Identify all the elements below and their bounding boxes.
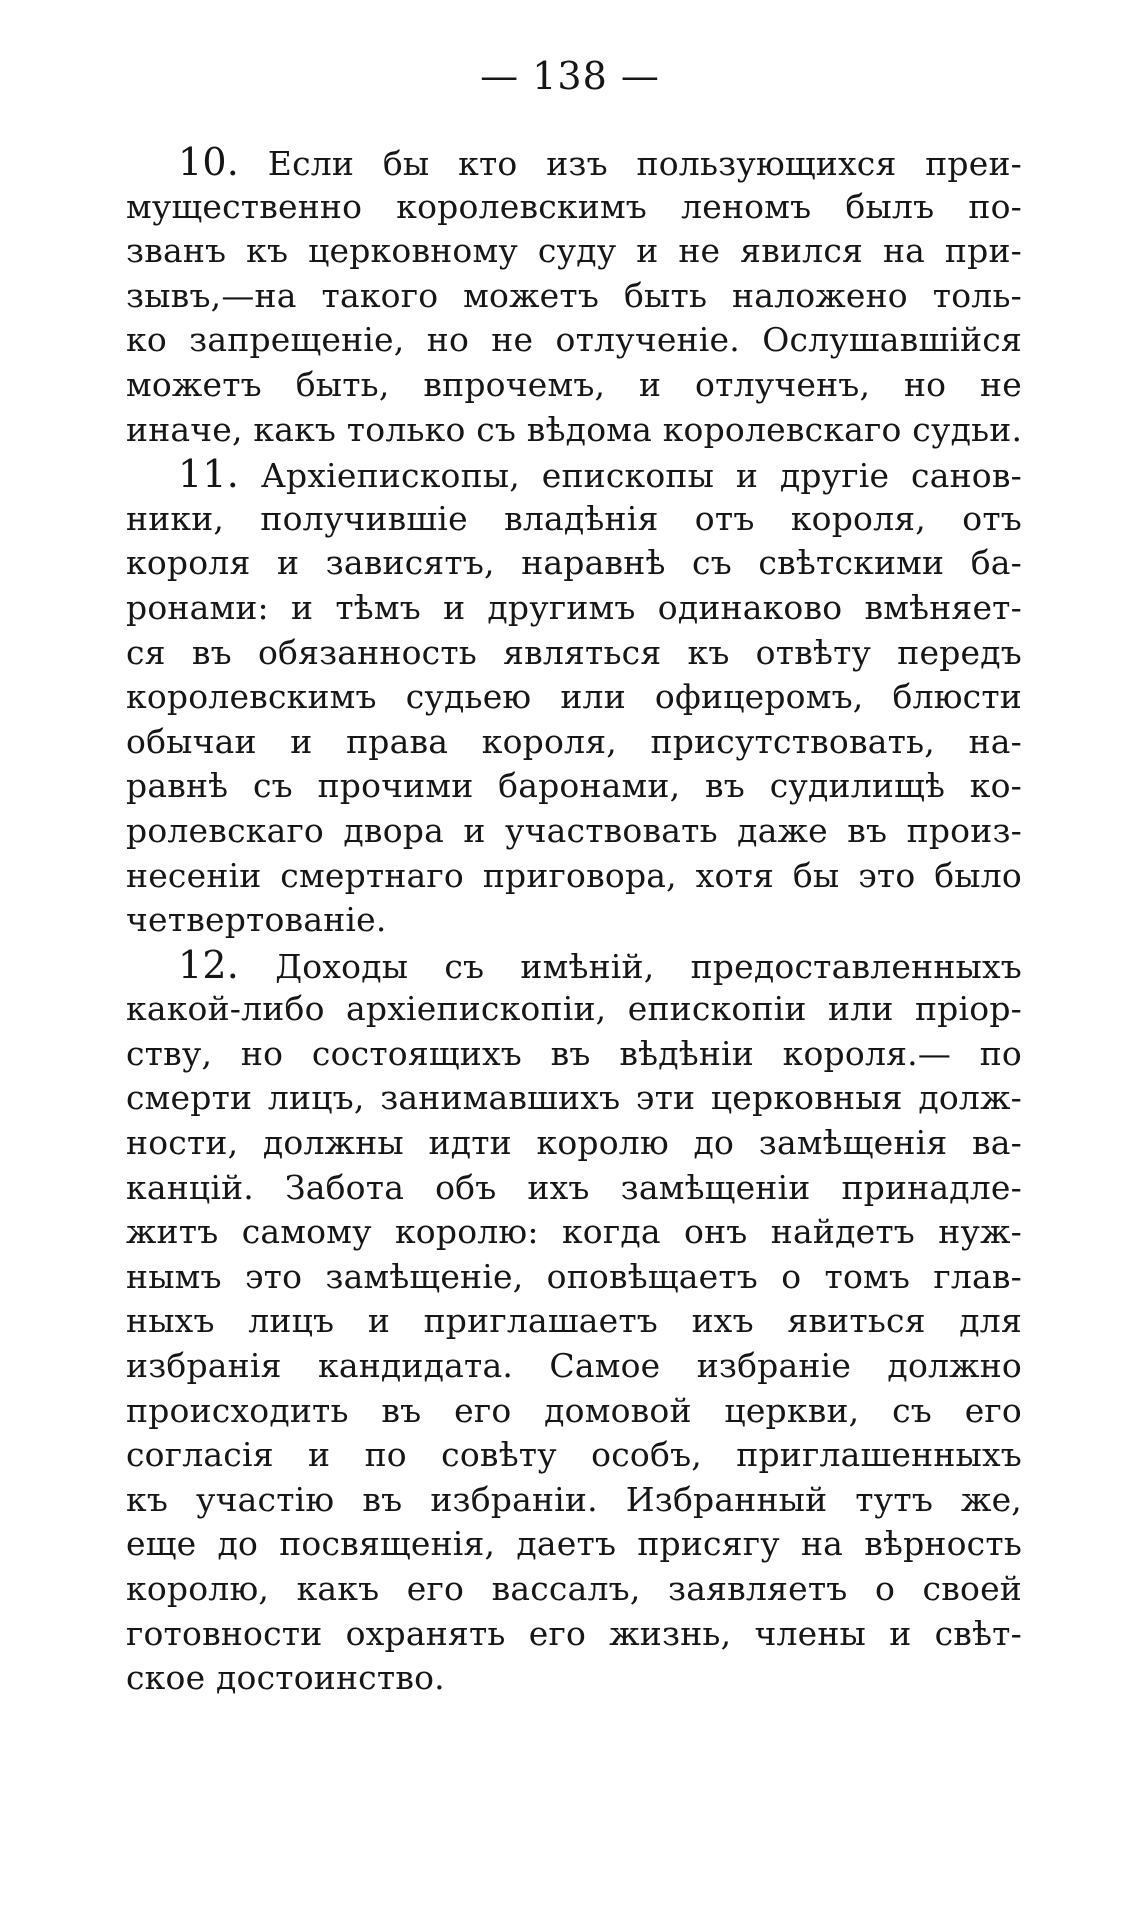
paragraph-number: 10. (178, 140, 240, 184)
text-line: нымъ это замѣщеніе, оповѣщаетъ о томъ глав- (126, 1256, 1022, 1296)
text-line: 10. Если бы кто изъ пользующихся преи- (178, 140, 1022, 184)
text-line: избранія кандидата. Самое избраніе должно (126, 1346, 1022, 1386)
text-line: равнѣ съ прочими баронами, въ судилищѣ ко- (126, 766, 1022, 806)
text-line: обычаи и права короля, присутствовать, на- (126, 721, 1022, 761)
body-text (126, 140, 1022, 1701)
paragraph-12 (126, 943, 1022, 1701)
text-line: смерти лицъ, занимавшихъ эти церковныя долж- (126, 1078, 1022, 1118)
text-line: согласія и по совѣту особъ, приглашенныхъ (126, 1435, 1022, 1475)
text-line: четвертованіе. (126, 900, 387, 940)
paragraph-11 (126, 452, 1022, 943)
text-line: короля и зависятъ, наравнѣ съ свѣтскими ба- (126, 543, 1022, 583)
text-line: несеніи смертнаго приговора, хотя бы это было (126, 855, 1022, 895)
text-line: ники, получившіе владѣнія отъ короля, отъ (126, 498, 1022, 538)
text-line: можетъ быть, впрочемъ, и отлученъ, но не (126, 364, 1022, 404)
text-line: иначе, какъ только съ вѣдома королевскаго судьи. (126, 409, 1023, 449)
text-line: зывъ,—на такого можетъ быть наложено толь- (126, 275, 1022, 315)
text-line: къ участію въ избраніи. Избранный тутъ же, (126, 1479, 1022, 1519)
text-line: ству, но состоящихъ въ вѣдѣніи короля.— по (126, 1033, 1022, 1073)
text-line: королевскимъ судьею или офицеромъ, блюсти (126, 677, 1022, 717)
text-line: готовности охранять его жизнь, члены и свѣт- (126, 1613, 1022, 1653)
text-line: ся въ обязанность являться къ отвѣту передъ (126, 632, 1022, 672)
text-line: 12. Доходы съ имѣній, предоставленныхъ (178, 942, 1022, 987)
text-line: ское достоинство. (126, 1658, 445, 1698)
text-line: ронами: и тѣмъ и другимъ одинаково вмѣняет- (126, 587, 1022, 627)
text-line: 11. Архіепископы, епископы и другіе санов- (178, 452, 1022, 497)
text-line: происходить въ его домовой церкви, съ его (126, 1390, 1022, 1430)
paragraph-10 (126, 140, 1022, 452)
text-line: ко запрещеніе, но не отлученіе. Ослушавшійся (126, 320, 1022, 360)
text-line: еще до посвященія, даетъ присягу на вѣрность (126, 1524, 1022, 1564)
page-number: — 138 — (480, 54, 660, 98)
text-line: какой-либо архіепископіи, епископіи или пріор- (126, 989, 1022, 1029)
text-line: званъ къ церковному суду и не явился на при- (126, 231, 1022, 271)
text-line: канцій. Забота объ ихъ замѣщеніи принадле- (126, 1167, 1022, 1207)
text-line: ныхъ лицъ и приглашаетъ ихъ явиться для (126, 1301, 1022, 1341)
paragraph-number: 11. (178, 452, 240, 497)
paragraph-number: 12. (178, 942, 240, 987)
text-line: ролевскаго двора и участвовать даже въ произ- (126, 810, 1022, 850)
text-line: мущественно королевскимъ леномъ былъ по- (126, 186, 1022, 226)
text-line: ности, должны идти королю до замѣщенія ва- (126, 1123, 1022, 1163)
text-line: житъ самому королю: когда онъ найдетъ нуж- (126, 1212, 1022, 1252)
text-line: королю, какъ его вассалъ, заявляетъ о своей (126, 1569, 1022, 1608)
